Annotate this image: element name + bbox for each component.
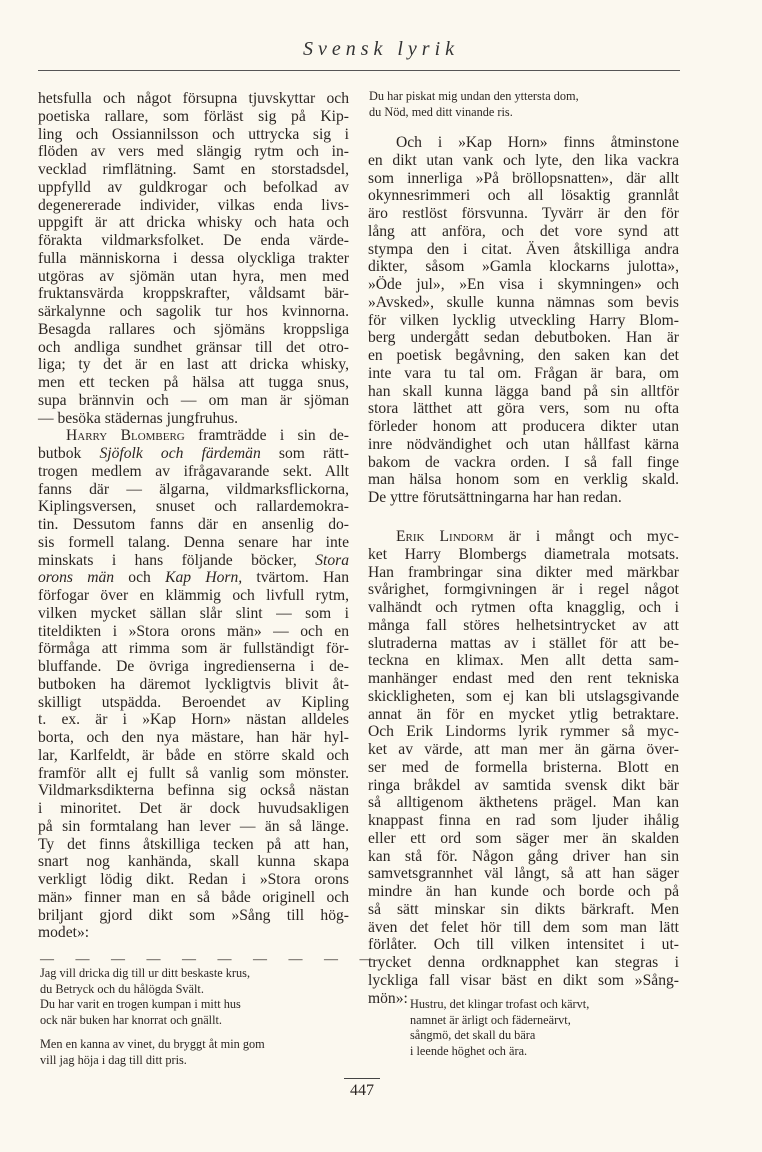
italic-title: orons män [38,569,115,587]
text-line: slutraderna mattas av i stället för att be- [368,634,679,652]
text-line: liga; ty det är en last att dricka whisky, [38,356,349,374]
text-line: flöden av vers med slängig rytm och in- [38,143,349,161]
text-line: mön»: [368,989,408,1007]
text-line: ser med de formella bristerna. Blott en [368,758,679,776]
text-line: trogen medlem av ifrågavarande sekt. Allt [38,462,349,480]
text-line: knappast finna en rad som ljuder ihålig [368,812,679,829]
text-line: titeldikten i »Stora orons män» — och en [38,622,349,640]
text-line: särkalynne och sagolik tur hos kvinnorna. [38,303,349,320]
right-paragraph-blomberg [368,134,679,507]
left-column [38,90,349,942]
text-line: sis formell talang. Denna senare har inte [38,533,349,551]
poem-line: Men en kanna av vinet, du bryggt åt min gom [40,1037,265,1051]
text-line: framför allt ej fullt så vanlig som mönster. [38,764,349,782]
text-line: bakom de vackra orden. I så fall finge [368,453,679,471]
text-line: tin. Dessutom fanns där en ansenlig do- [38,516,349,533]
text-line: »Öde jul», »En visa i skymningen» och [368,276,679,293]
text-line: teckna en klimax. Men allt detta sam- [368,652,679,670]
text-line [368,528,679,546]
right-poem-continuation [369,89,579,120]
text-line: lar, Karlfeldt, är både en större skald och [38,746,349,764]
text-line: Kiplingsversen, snuset och rallardemokra- [38,498,349,516]
text-line: uppfylld av guldkrogar och befolkad av [38,178,349,196]
text-line: fruktansvärda kroppskrafter, våldsamt bär- [38,285,349,303]
text-line: eller ett ord som säger mer än skalden [368,829,679,847]
text-line: bluffande. De övriga ingredienserna i de- [38,658,349,675]
text-line: även det felet hör till dem som man lätt [368,918,679,936]
text-line: manhänger endast med den rent tekniska [368,670,679,687]
text-line: svårighet, formgivningen är i regel något [368,581,679,599]
text-line: trycket denna ordknapphet kan stegras i [368,954,679,971]
text-line: Och i »Kap Horn» finns åtminstone [396,134,679,151]
poem-line: sångmö, det skall du bära [410,1028,536,1042]
text-line: Vildmarksdikterna befinna sig också nästan [38,782,349,800]
text-line [38,569,349,587]
poem-line: Du har varit en trogen kumpan i mitt hus [40,997,241,1011]
text-line: många fall störes helhetsintrycket av att [368,616,679,634]
text-line: butboken ha däremot lyckligtvis blivit åt- [38,675,349,693]
running-header: Svensk lyrik [302,38,460,60]
poem-line: ock när buken har knorrat och gnällt. [40,1012,222,1027]
text-line: som innerliga »På bröllopsnatten», där allt [368,169,679,187]
text-line: ringa bråkdel av samtida svensk dikt bär [368,776,679,794]
text-line: dikter, såsom »Gamla klockarns julotta», [368,258,679,276]
text-line: lyckliga fall visar bäst en dikt som »Sång- [368,971,679,989]
poem-line: Jag vill dricka dig till ur ditt beskaste krus, [40,966,251,980]
italic-title: Sjöfolk och färdemän [99,445,261,462]
text-span: är i mångt och myc- [493,528,679,545]
left-poem [40,966,265,1068]
poem-line: du Betryck och du hålögda Svält. [40,981,204,996]
text-line: valhändt och rytmen ofta knagglig, och i [368,599,679,616]
text-line: på sin formtalang han lever — än så länge. [38,817,349,835]
text-span: som rätt- [260,445,349,462]
text-line: Besagda rallares och sjömäns kroppsliga [38,320,349,338]
text-span: tvärtom. Han [242,569,350,587]
text-line: skickligheten, som ej kan bli utslagsgivande [368,687,679,705]
right-paragraph-lindorm [368,528,679,1007]
text-line: annat än för en mycket ytlig betraktare. [368,705,679,723]
text-line: men ett tecken på hälsa att tugga snus, [38,374,349,391]
text-span: och [114,569,166,587]
text-span: minskats i hans följande böcker, [38,551,316,569]
text-line: uppgift är att dricka whisky och hata och [38,214,349,232]
text-line: och andliga sundhet gränsar till det otro- [38,338,349,356]
text-line: De yttre förutsättningarna har han redan. [368,489,622,506]
text-line: Han frambringar sina dikter med märkbar [368,563,679,581]
text-line: så sätt minskar sin dikts bärkraft. Men [368,900,679,918]
author-name: Harry Blomberg [66,427,185,445]
text-line: en dikt utan vank och lyte, den lika vackra [368,151,679,169]
text-line: poetiska rallare, som förläst sig på Kip- [38,107,349,125]
poem-line: Hustru, det klingar trofast och kärvt, [410,997,590,1011]
text-line: man hälsa honom som en verklig skald. [368,471,679,489]
text-line: inre nödvändighet och utan hållfast kärna [368,435,679,453]
text-line: Och Erik Lindorms lyrik rymmer så myc- [368,723,679,741]
text-line: okynnesrimmeri och all lösaktig grannlåt [368,187,679,205]
right-poem-sangmon [410,997,589,1059]
header-rule [38,70,680,71]
text-line: lång att anföra, och det vore synd att [368,222,679,240]
text-line: han skall kunna lägga band på sin alltför [368,382,679,400]
text-line: modet»: [38,924,90,942]
text-line: vilken mycket sällan slår slint — som i [38,604,349,622]
text-line: förlåter. Och till vilken intensitet i ut- [368,936,679,954]
text-line: ket av värde, att man mer än gärna över- [368,741,679,758]
poem-line: du Nöd, med ditt vinande ris. [369,104,513,119]
text-line: samvetsgrannhet väl långt, så att han säger [368,865,679,883]
text-line: förmåga att rimma som är fullständigt för- [38,640,349,658]
text-line [38,427,349,445]
poem-line: i leende höghet och ära. [410,1043,528,1058]
text-line: vecklad rimflätning. Samt en storstadsdel, [38,161,349,178]
text-line: verkligt lödig dikt. Redan i »Stora orons [38,871,349,888]
text-line: ket Harry Blombergs diametrala motsats. [368,545,679,563]
poem-line: Du har piskat mig undan den yttersta dom, [369,89,579,103]
text-line: utgöras av sjömän utan hyra, men med [38,267,349,285]
text-line: inte vara tu tal om. Frågan är bara, om [368,364,679,382]
text-line [38,552,349,570]
text-line: »Avsked», skulle kunna nämnas som bevis [368,293,679,311]
text-line: — besöka städernas jungfruhus. [38,409,239,427]
text-line: så alltigenom äkthetens prägel. Man kan [368,794,679,812]
text-line: degenererade individer, vilkas enda livs- [38,196,349,214]
text-line: ling och Ossiannilsson och uttrycka sig i [38,125,349,143]
text-line: stora lätthet att göra vers, som nu ofta [368,400,679,418]
author-name: Erik Lindorm [396,528,494,545]
text-line: t. ex. är i »Kap Horn» nästan alldeles [38,711,349,729]
text-line: kan stå för. Någon gång driver han sin [368,847,679,865]
poem-line: namnet är ärligt och fäderneärvt, [410,1012,571,1027]
text-line: stympa den i citat. Även åtskilliga andra [368,240,679,258]
text-line: män» finner man en så både originell och [38,888,349,906]
page-number: 447 [350,1082,374,1099]
poem-separator: — — — — — — — — — — [40,952,383,967]
text-span: framträdde i sin de- [184,427,349,445]
italic-title: Stora [315,551,349,569]
text-line: hetsfulla och något försupna tjuvskyttar och [38,90,349,107]
text-line: en poetisk begåvning, den saken kan det [368,347,679,364]
text-span: butbok [38,445,100,462]
text-line: förakta vildmarksfolket. De enda värde- [38,232,349,249]
poem-line: vill jag höja i dag till ditt pris. [40,1052,187,1067]
text-line: snart nog kanhända, skall kunna skapa [38,853,349,871]
text-line: fulla människorna i dessa olyckliga trakter [38,249,349,267]
text-line: supa brännvin och — om man är sjöman [38,391,349,409]
text-line: skilligt utspädda. Beroendet av Kipling [38,693,349,711]
text-line: Ty det finns åtskilliga tecken på att han, [38,835,349,853]
text-line: förleder honom att producera dikter utan [368,418,679,435]
text-line: äro restlöst försvunna. Tyvärr är den för [368,205,679,222]
text-line: fanns där — älgarna, vildmarksflickorna, [38,480,349,498]
text-line: för vilken lycklig utveckling Harry Blom- [368,311,679,329]
text-line: borta, och den nya mästare, han här hyl- [38,729,349,746]
text-line: i minoritet. Det är dock huvudsakligen [38,800,349,817]
italic-title: Kap Horn, [165,569,243,587]
text-line: berg undergått sedan debutboken. Han är [368,329,679,347]
text-line: briljant gjord dikt som »Sång till hög- [38,906,349,924]
page-number-rule [344,1078,380,1079]
text-line: mindre än han kunde och borde och på [368,883,679,900]
text-line: förfogar över en klämmig och livfull rytm, [38,587,349,604]
text-line [38,445,349,463]
